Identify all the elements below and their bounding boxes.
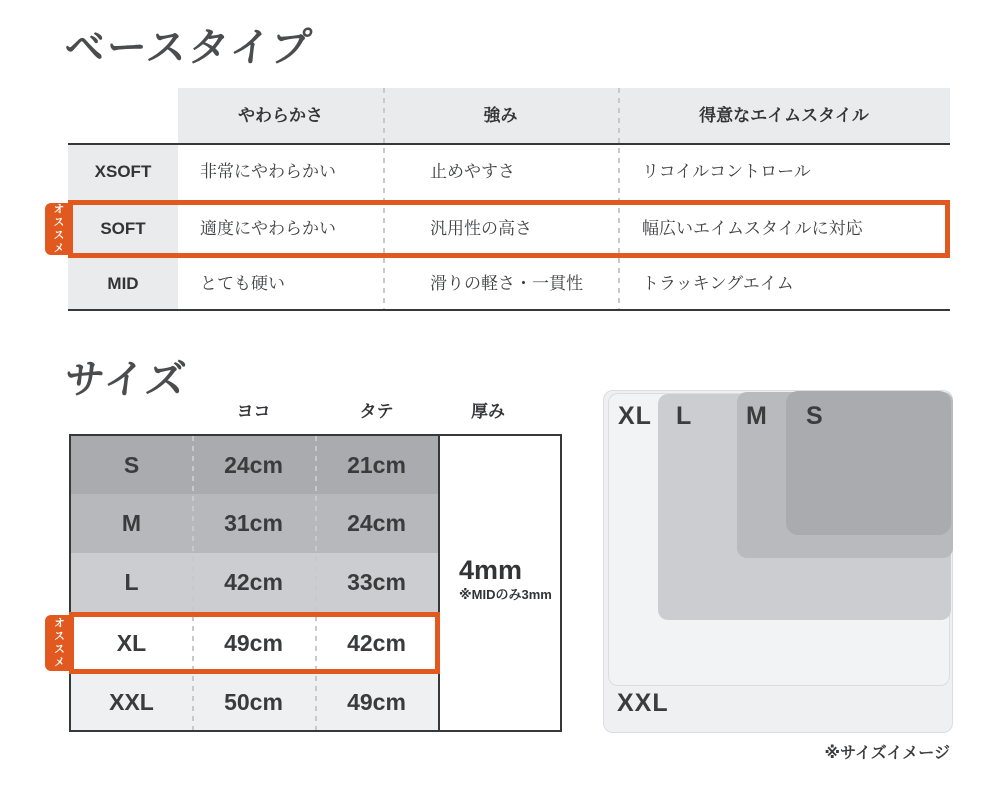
size-width: 24cm <box>224 452 283 478</box>
base-cell-strength: 滑りの軽さ・一貫性 <box>430 274 583 293</box>
size-width: 31cm <box>224 510 283 536</box>
size-col-thickness: 厚み <box>471 402 505 421</box>
recommended-highlight-box <box>69 612 440 674</box>
size-row-m <box>71 494 438 553</box>
thickness-note: ※MIDのみ3mm <box>459 587 552 603</box>
size-label: S <box>123 452 140 478</box>
size-title: サイズ <box>62 358 190 402</box>
size-row-xxl <box>71 674 438 730</box>
size-height: 21cm <box>347 452 406 478</box>
base-col-aim-style: 得意なエイムスタイル <box>699 106 869 125</box>
diagram-label-xxl: XXL <box>617 689 669 717</box>
size-label: XL <box>116 630 147 656</box>
size-label: XXL <box>109 689 154 715</box>
size-row-s <box>71 436 438 494</box>
size-table-divider <box>315 436 317 730</box>
base-type-title: ベースタイプ <box>62 26 315 70</box>
base-row-label: MID <box>107 274 139 293</box>
base-row-label: SOFT <box>100 219 146 238</box>
size-width: 49cm <box>224 630 283 656</box>
size-row-l <box>71 553 438 612</box>
base-cell-strength: 止めやすさ <box>430 162 515 181</box>
diagram-label-s: S <box>806 402 824 430</box>
thickness-cell <box>459 556 552 603</box>
thickness-value: 4mm <box>459 555 523 585</box>
size-height: 24cm <box>347 510 406 536</box>
base-cell-softness: とても硬い <box>200 274 285 293</box>
base-table-divider <box>618 88 620 309</box>
base-cell-aim-style: リコイルコントロール <box>642 162 811 181</box>
diagram-label-l: L <box>676 402 693 430</box>
size-table-divider <box>192 436 194 730</box>
base-cell-softness: 非常にやわらかい <box>200 162 336 181</box>
size-height: 33cm <box>347 569 406 595</box>
size-width: 50cm <box>224 689 283 715</box>
size-height: 42cm <box>347 630 406 656</box>
size-col-height: タテ <box>359 402 394 421</box>
base-col-strength: 強み <box>483 106 518 125</box>
size-width: 42cm <box>224 569 283 595</box>
base-cell-aim-style: トラッキングエイム <box>642 274 794 293</box>
base-cell-softness: 適度にやわらかい <box>200 219 336 238</box>
size-height: 49cm <box>347 689 406 715</box>
base-table-divider <box>383 88 385 309</box>
recommended-tag <box>45 203 70 255</box>
size-table-grid <box>71 436 440 730</box>
size-label: L <box>124 569 139 595</box>
diagram-label-m: M <box>746 402 768 430</box>
diagram-label-xl: XL <box>618 402 652 430</box>
base-col-softness: やわらかさ <box>238 106 323 125</box>
recommended-tag-label: オススメ <box>52 617 65 669</box>
recommended-tag <box>45 615 71 671</box>
recommended-tag-label: オススメ <box>52 203 64 255</box>
base-cell-strength: 汎用性の高さ <box>430 219 532 238</box>
size-label: M <box>121 510 142 536</box>
size-diagram-note: ※サイズイメージ <box>824 745 950 762</box>
base-table-bottom-rule <box>68 309 950 311</box>
base-cell-aim-style: 幅広いエイムスタイルに対応 <box>642 219 863 238</box>
size-col-width: ヨコ <box>236 402 271 421</box>
base-row-label: XSOFT <box>94 162 152 181</box>
